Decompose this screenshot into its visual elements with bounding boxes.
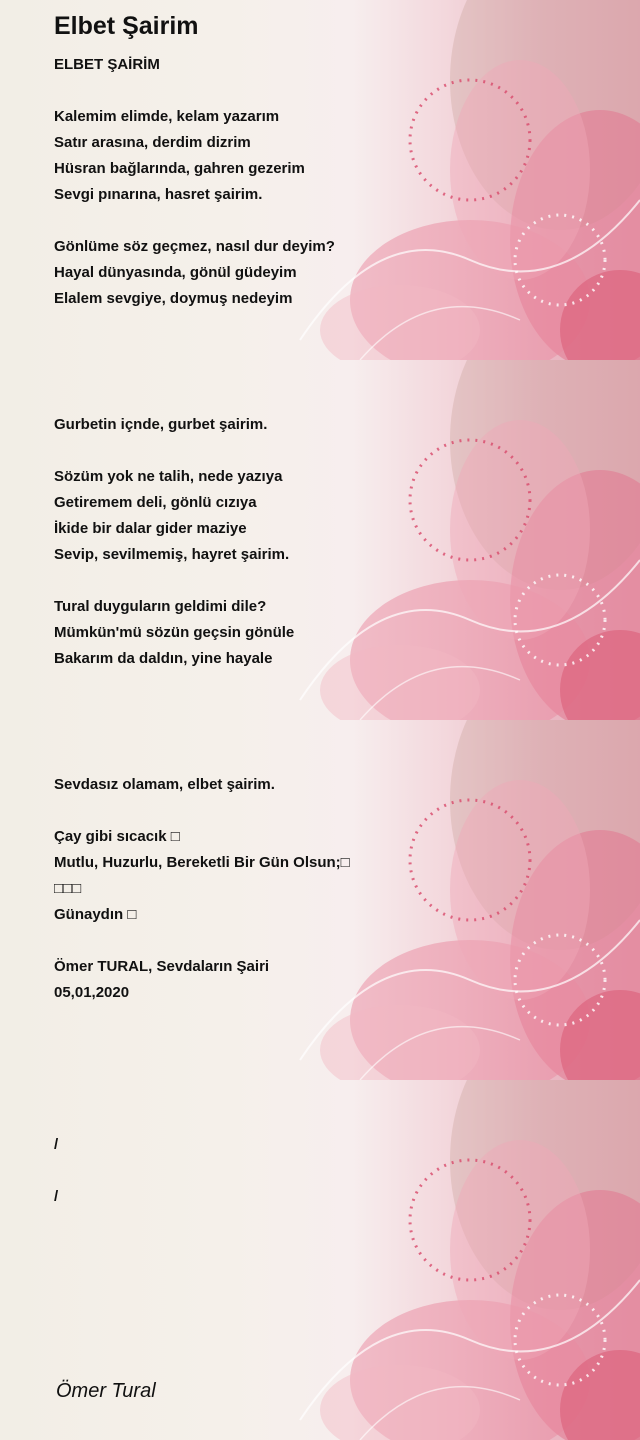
poem-line: Sözüm yok ne talih, nede yazıya bbox=[54, 468, 283, 485]
poem-line: Günaydın □ bbox=[54, 906, 137, 923]
poem-title: Elbet Şairim bbox=[54, 12, 199, 40]
poem-line: Gönlüme söz geçmez, nasıl dur deyim? bbox=[54, 238, 335, 255]
poem-line: Sevip, sevilmemiş, hayret şairim. bbox=[54, 546, 290, 563]
poem-line: İkide bir dalar gider maziye bbox=[54, 520, 247, 537]
poem-line: Getiremem deli, gönlü cızıya bbox=[54, 494, 257, 511]
poem-line: Hüsran bağlarında, gahren gezerim bbox=[54, 160, 305, 177]
poem-line: Kalemim elimde, kelam yazarım bbox=[54, 108, 280, 125]
poem-line: / bbox=[54, 1188, 59, 1205]
poem-line: 05,01,2020 bbox=[54, 984, 130, 1001]
poem-line: Mümkün'mü sözün geçsin gönüle bbox=[54, 624, 295, 641]
poem-line: Ömer TURAL, Sevdaların Şairi bbox=[54, 958, 270, 975]
poem-line: Mutlu, Huzurlu, Bereketli Bir Gün Olsun;□ bbox=[54, 854, 350, 871]
poem-line: Satır arasına, derdim dizrim bbox=[54, 134, 251, 151]
author-signature: Ömer Tural bbox=[56, 1380, 156, 1402]
poem-line: Tural duyguların geldimi dile? bbox=[54, 598, 267, 615]
poem-line: Sevgi pınarına, hasret şairim. bbox=[54, 186, 263, 203]
poem-line: / bbox=[54, 1136, 59, 1153]
poem-line: Hayal dünyasında, gönül güdeyim bbox=[54, 264, 297, 281]
poem-line: Bakarım da daldın, yine hayale bbox=[54, 650, 273, 667]
poem-line: □□□ bbox=[54, 880, 82, 897]
poem-line: Elalem sevgiye, doymuş nedeyim bbox=[54, 290, 293, 307]
poem-line: Sevdasız olamam, elbet şairim. bbox=[54, 776, 275, 793]
poem-line: Çay gibi sıcacık □ bbox=[54, 828, 180, 845]
poem-line: ELBET ŞAİRİM bbox=[54, 56, 160, 73]
poem-line: Gurbetin içnde, gurbet şairim. bbox=[54, 416, 268, 433]
